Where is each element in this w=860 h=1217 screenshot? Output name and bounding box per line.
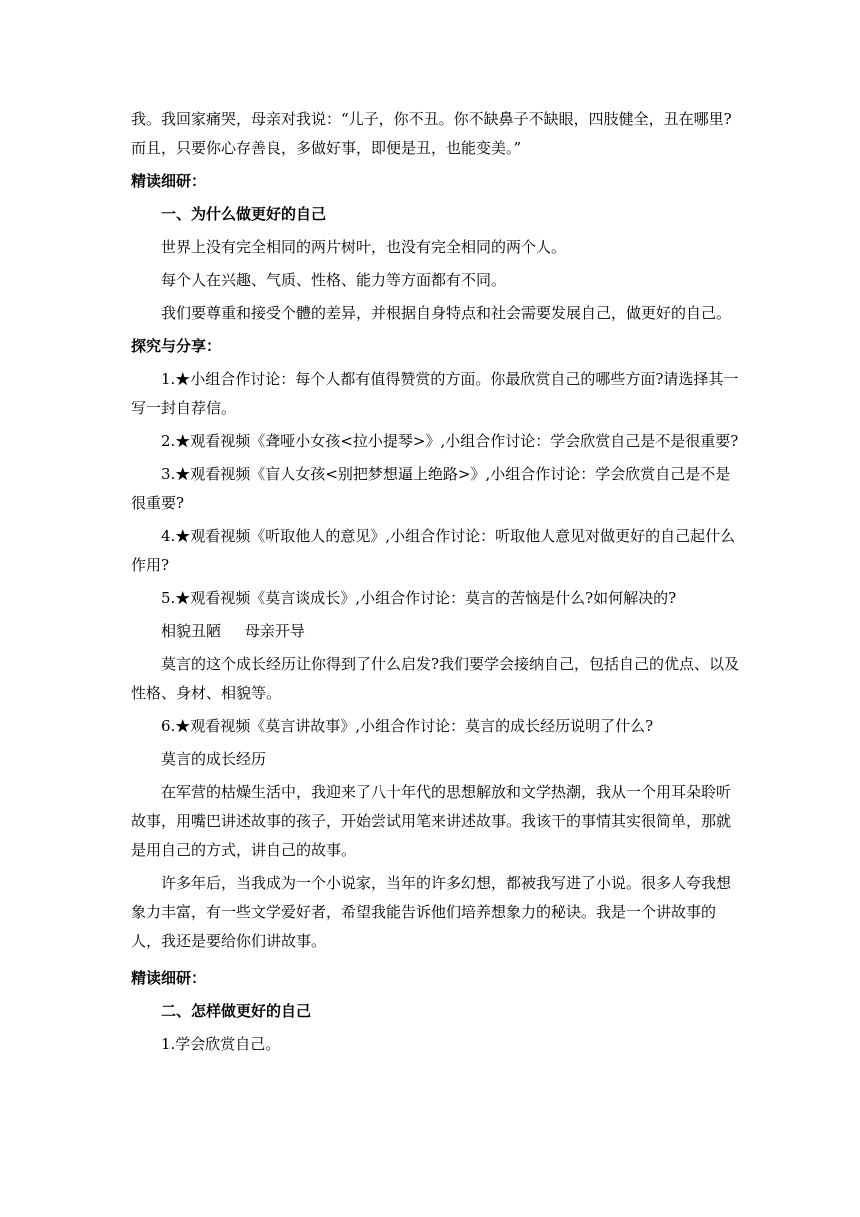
list-item: 2.★观看视频《聋哑小女孩<拉小提琴>》,小组合作讨论：学会欣赏自己是不是很重要? [161, 432, 739, 450]
list-item: 5.★观看视频《莫言谈成长》,小组合作讨论：莫言的苦恼是什么?如何解决的? [161, 589, 677, 607]
paragraph-respect-differences: 我们要尊重和接受个體的差异，并根据自身特点和社会需要发展自己，做更好的自己。 [161, 304, 732, 322]
item5-paragraph: 莫言的这个成长经历让你得到了什么启发?我们要学会接纳自己，包括自己的优点、以及性格、身材、相貌等。 [131, 655, 740, 702]
item5-note: 相貌丑陋 母亲开导 [161, 622, 305, 640]
story-paragraph: 许多年后，当我成为一个小说家，当年的许多幻想，都被我写进了小说。很多人夸我想象力丰富，有一些文学爱好者，希望我能告诉他们培养想象力的秘诀。我是一个讲故事的人，我还是要给你们讲故事。 [131, 874, 732, 950]
paragraph-leaves: 世界上没有完全相同的两片树叶，也没有完全相同的两个人。 [161, 238, 567, 256]
section-heading-close-reading: 精读细研： [131, 172, 207, 190]
subheading-how-better-self: 二、怎样做更好的自己 [161, 1002, 312, 1020]
paragraph-differences: 每个人在兴趣、气质、性格、能力等方面都有不同。 [161, 271, 507, 289]
document-body [131, 105, 745, 1063]
list-item: 6.★观看视频《莫言讲故事》,小组合作讨论：莫言的成长经历说明了什么? [161, 717, 654, 735]
list-item: 1.★小组合作讨论：每个人都有值得赞赏的方面。你最欣赏自己的哪些方面?请选择其一写一封自荐信。 [131, 370, 739, 417]
section-heading-explore-share: 探究与分享： [131, 337, 222, 355]
section-heading-close-reading-2: 精读细研： [131, 969, 207, 987]
opening-paragraph: 我。我回家痛哭，母亲对我说：“儿子，你不丑。你不缺鼻子不缺眼，四肢健全，丑在哪里?而且，只要你心存善良，多做好事，即便是丑，也能变美。” [131, 110, 732, 157]
story-paragraph: 在军营的枯燥生活中，我迎来了八十年代的思想解放和文学热潮，我从一个用耳朵聆听故事，用嘴巴讲述故事的孩子，开始尝试用笔来讲述故事。我该干的事情其实很简单，那就是用自己的方式，讲自己的故事。 [131, 783, 732, 859]
item6-note: 莫言的成长经历 [161, 750, 267, 768]
subheading-why-better-self: 一、为什么做更好的自己 [161, 205, 327, 223]
list-item: 4.★观看视频《听取他人的意见》,小组合作讨论：听取他人意见对做更好的自己起什么作用? [131, 527, 736, 574]
list-item: 1.学会欣赏自己。 [161, 1035, 281, 1053]
list-item: 3.★观看视频《盲人女孩<别把梦想逼上绝路>》,小组合作讨论：学会欣赏自己是不是很重要? [131, 465, 731, 512]
